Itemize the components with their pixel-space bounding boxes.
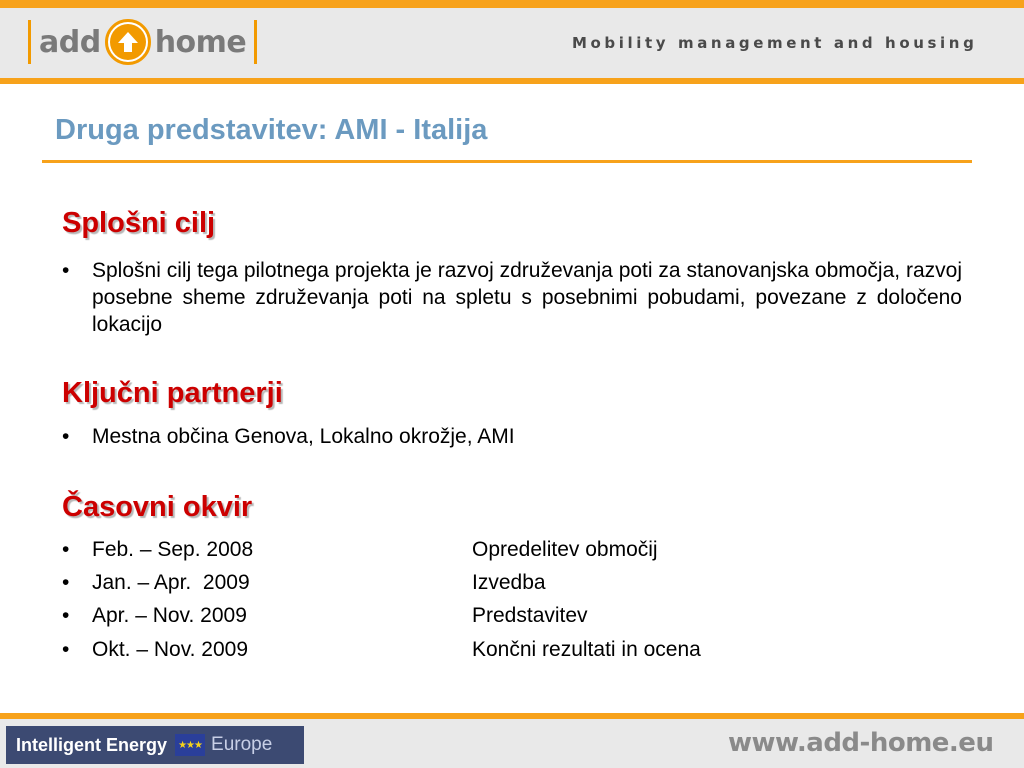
timeline-activity: Opredelitev območij bbox=[472, 538, 658, 561]
section-heading-key-partners: Ključni partnerji bbox=[62, 377, 283, 409]
logo-word-home: home bbox=[154, 24, 247, 60]
bullet-dot: • bbox=[62, 259, 70, 282]
timeline-activity: Končni rezultati in ocena bbox=[472, 638, 701, 661]
intelligent-energy-europe-logo bbox=[6, 726, 304, 764]
slide-title: Druga predstavitev: AMI - Italija bbox=[55, 114, 488, 146]
section-heading-timeframe: Časovni okvir bbox=[62, 491, 253, 523]
logo-word-add: add bbox=[39, 24, 101, 60]
bullet-dot: • bbox=[62, 638, 70, 661]
section-heading-general-goal: Splošni cilj bbox=[62, 207, 216, 239]
website-url: www.add-home.eu bbox=[728, 728, 994, 758]
program-region: Europe bbox=[211, 734, 273, 755]
timeline-period: Apr. – Nov. 2009 bbox=[92, 604, 247, 627]
add-home-logo bbox=[28, 15, 257, 69]
timeline-activity: Predstavitev bbox=[472, 604, 588, 627]
program-name: Intelligent Energy bbox=[16, 734, 168, 755]
logo-right-bar bbox=[254, 20, 257, 64]
timeline-period: Okt. – Nov. 2009 bbox=[92, 638, 249, 661]
header-top-stripe bbox=[0, 0, 1024, 8]
up-arrow-in-circle-icon bbox=[105, 19, 151, 65]
title-underline bbox=[42, 160, 972, 163]
eu-flag-icon: ★★★ bbox=[175, 734, 205, 756]
timeline-period: Jan. – Apr. 2009 bbox=[92, 571, 250, 594]
key-partners-text: Mestna občina Genova, Lokalno okrožje, AMI bbox=[92, 425, 515, 448]
timeline-activity: Izvedba bbox=[472, 571, 546, 594]
header-tagline: Mobility management and housing bbox=[572, 34, 978, 52]
general-goal-text: Splošni cilj tega pilotnega projekta je razvoj združevanja poti za stanovanjska območja, razvoj posebne sheme združevanja poti na spletu s posebnimi pobudami, povezane z določeno lokacijo bbox=[92, 259, 962, 336]
logo-left-bar bbox=[28, 20, 31, 64]
bullet-dot: • bbox=[62, 571, 70, 594]
bullet-dot: • bbox=[62, 538, 70, 561]
timeline-period: Feb. – Sep. 2008 bbox=[92, 538, 254, 561]
bullet-dot: • bbox=[62, 604, 70, 627]
header-bottom-stripe bbox=[0, 78, 1024, 84]
bullet-dot: • bbox=[62, 425, 70, 448]
